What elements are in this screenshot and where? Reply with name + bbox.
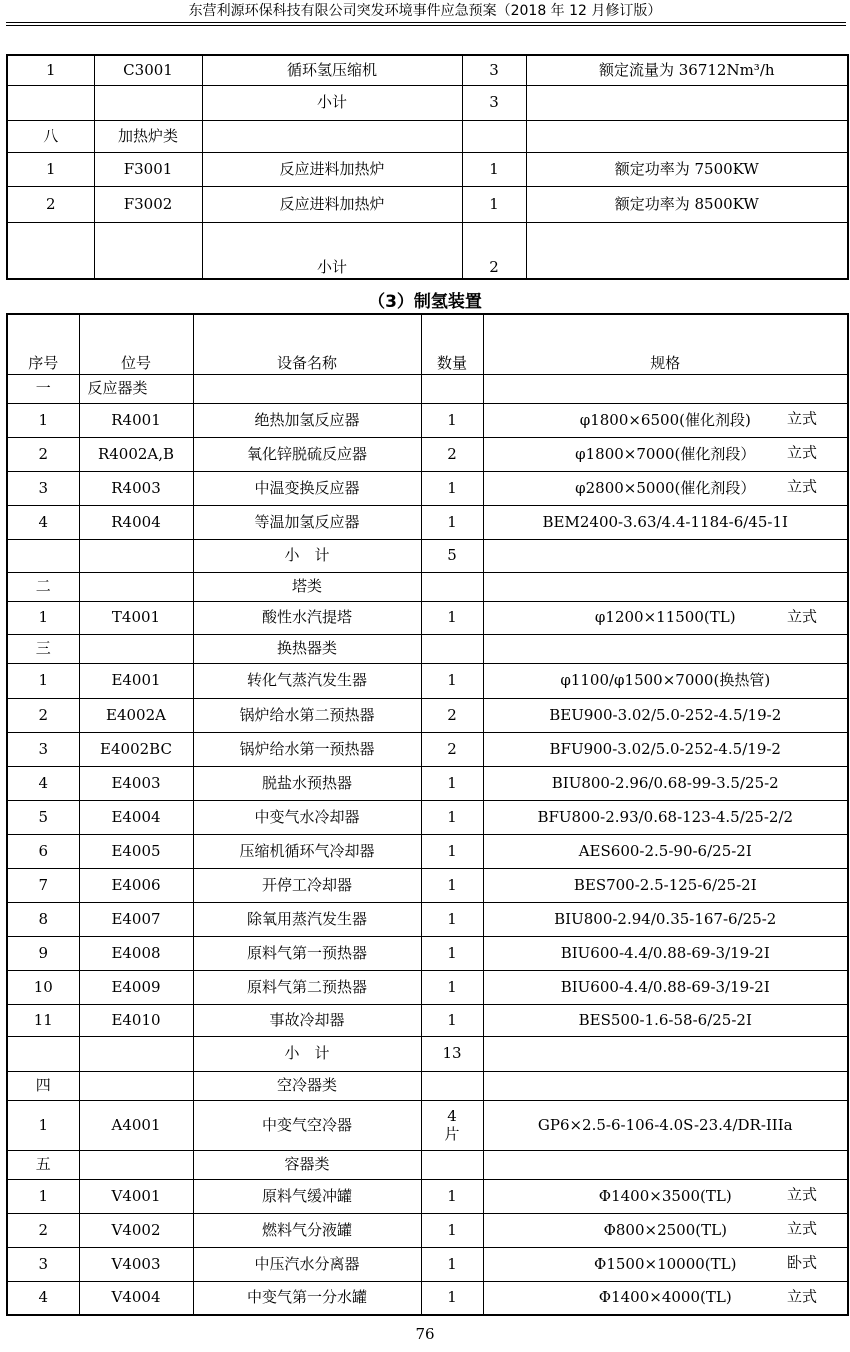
header-seq: 序号 [7, 314, 79, 374]
table-row [7, 374, 848, 403]
spec-cell [483, 1281, 848, 1315]
table-row [7, 505, 848, 539]
orientation-label: 立式 [786, 1219, 817, 1238]
quantity-cell: 1 [421, 970, 483, 1004]
spec-value: BFU800-2.93/0.68-123-4.5/25-2/2 [537, 807, 794, 826]
equipment-name-cell: 换热器类 [193, 634, 421, 663]
tag-cell: E4001 [79, 663, 193, 698]
tag-cell: E4010 [79, 1004, 193, 1036]
seq-cell: 3 [7, 1247, 79, 1281]
spec-wrapper [484, 672, 848, 689]
header-tag: 位号 [79, 314, 193, 374]
spec-wrapper [484, 979, 848, 996]
seq-cell: 8 [7, 902, 79, 936]
spec-cell [526, 186, 848, 222]
quantity-cell: 1 [421, 1281, 483, 1315]
seq-cell: 2 [7, 437, 79, 471]
spec-wrapper [484, 1012, 848, 1029]
table-row [7, 1071, 848, 1100]
spec-value: BES500-1.6-58-6/25-2I [578, 1010, 752, 1029]
equipment-name-cell: 中变气第一分水罐 [193, 1281, 421, 1315]
seq-cell [7, 539, 79, 572]
spec-cell [483, 1247, 848, 1281]
spec-value: Φ1400×3500(TL) [598, 1186, 732, 1205]
tag-cell [79, 1150, 193, 1179]
spec-value: φ1800×7000(催化剂段） [575, 444, 756, 463]
table-row [7, 800, 848, 834]
spec-wrapper [484, 911, 848, 928]
tag-cell: E4006 [79, 868, 193, 902]
equipment-name-cell: 中压汽水分离器 [193, 1247, 421, 1281]
seq-cell [7, 1036, 79, 1071]
spec-value: AES600-2.5-90-6/25-2I [578, 841, 752, 860]
spec-value: BEU900-3.02/5.0-252-4.5/19-2 [549, 705, 782, 724]
seq-cell: 4 [7, 766, 79, 800]
tag-cell [79, 572, 193, 601]
quantity-cell [421, 1071, 483, 1100]
spec-wrapper [484, 477, 848, 497]
quantity-cell: 1 [421, 1247, 483, 1281]
table-row [7, 868, 848, 902]
tag-cell: V4003 [79, 1247, 193, 1281]
spec-value: Φ800×2500(TL) [603, 1220, 727, 1239]
quantity-cell: 1 [421, 800, 483, 834]
spec-cell [526, 85, 848, 120]
spec-wrapper [484, 1289, 848, 1306]
table-row [7, 1004, 848, 1036]
equipment-name-cell [193, 374, 421, 403]
quantity-cell: 1 [421, 868, 483, 902]
seq-cell: 1 [7, 663, 79, 698]
spec-cell [483, 1179, 848, 1213]
tag-cell: C3001 [94, 55, 202, 85]
seq-cell: 1 [7, 152, 94, 186]
quantity-cell: 3 [462, 55, 526, 85]
quantity-cell: 1 [421, 471, 483, 505]
table-row [7, 1281, 848, 1315]
tag-cell: E4005 [79, 834, 193, 868]
table-row [7, 766, 848, 800]
equipment-name-cell: 开停工冷却器 [193, 868, 421, 902]
tag-cell [94, 85, 202, 120]
tag-cell: V4001 [79, 1179, 193, 1213]
quantity-cell: 1 [421, 1213, 483, 1247]
spec-value: 额定功率为 8500KW [614, 194, 759, 213]
spec-cell [483, 471, 848, 505]
quantity-cell: 3 [462, 85, 526, 120]
tag-cell [94, 222, 202, 279]
spec-value: Φ1500×10000(TL) [594, 1254, 737, 1273]
table-row [7, 120, 848, 152]
quantity-cell: 4 片 [421, 1100, 483, 1150]
spec-cell [526, 120, 848, 152]
spec-wrapper [484, 1117, 848, 1134]
tag-cell: 加热炉类 [94, 120, 202, 152]
tag-cell: R4001 [79, 403, 193, 437]
orientation-label: 立式 [786, 477, 817, 496]
seq-cell: 1 [7, 55, 94, 85]
spec-wrapper [484, 578, 848, 595]
tag-cell: E4002A [79, 698, 193, 732]
equipment-name-cell: 原料气第一预热器 [193, 936, 421, 970]
spec-wrapper [484, 1185, 848, 1205]
equipment-name-cell: 压缩机循环气冷却器 [193, 834, 421, 868]
equipment-name-cell: 中温变换反应器 [193, 471, 421, 505]
spec-value: φ1100/φ1500×7000(换热管) [560, 671, 771, 689]
spec-cell [526, 152, 848, 186]
orientation-label: 立式 [786, 1185, 817, 1204]
spec-wrapper [484, 1253, 848, 1273]
spec-wrapper [527, 196, 848, 213]
header-spec: 规格 [483, 314, 848, 374]
quantity-cell [462, 120, 526, 152]
table-row [7, 902, 848, 936]
header-rule [6, 22, 846, 23]
spec-wrapper [484, 945, 848, 962]
table-row [7, 222, 848, 279]
spec-value: BFU900-3.02/5.0-252-4.5/19-2 [549, 739, 781, 758]
table-row [7, 403, 848, 437]
table-row [7, 634, 848, 663]
seq-cell: 三 [7, 634, 79, 663]
quantity-cell: 2 [462, 222, 526, 279]
spec-cell [483, 732, 848, 766]
spec-wrapper [484, 775, 848, 792]
table-row [7, 1179, 848, 1213]
tag-cell: F3002 [94, 186, 202, 222]
equipment-name-cell [202, 120, 462, 152]
spec-wrapper [527, 62, 848, 79]
spec-wrapper [484, 1219, 848, 1239]
seq-cell: 二 [7, 572, 79, 601]
quantity-cell: 1 [421, 1179, 483, 1213]
seq-cell: 4 [7, 505, 79, 539]
tag-cell: E4008 [79, 936, 193, 970]
quantity-cell: 1 [462, 152, 526, 186]
tag-cell [79, 539, 193, 572]
spec-cell [483, 1213, 848, 1247]
spec-wrapper [484, 409, 848, 429]
equipment-table-continued [6, 54, 849, 280]
spec-value: BIU600-4.4/0.88-69-3/19-2I [560, 943, 770, 962]
equipment-name-cell: 空冷器类 [193, 1071, 421, 1100]
equipment-name-cell: 脱盐水预热器 [193, 766, 421, 800]
spec-wrapper [484, 380, 848, 397]
quantity-cell: 2 [421, 698, 483, 732]
seq-cell: 3 [7, 471, 79, 505]
tag-cell: E4003 [79, 766, 193, 800]
seq-cell: 2 [7, 1213, 79, 1247]
tag-cell: V4002 [79, 1213, 193, 1247]
tag-cell: E4002BC [79, 732, 193, 766]
section-title: （3）制氢装置 [368, 292, 482, 312]
spec-wrapper [484, 443, 848, 463]
equipment-name-cell: 原料气缓冲罐 [193, 1179, 421, 1213]
table-header-row [7, 314, 848, 374]
tag-cell: V4004 [79, 1281, 193, 1315]
header-equipment-name: 设备名称 [193, 314, 421, 374]
orientation-label: 卧式 [786, 1253, 817, 1272]
spec-cell [483, 936, 848, 970]
quantity-cell [421, 374, 483, 403]
quantity-cell: 1 [421, 936, 483, 970]
spec-wrapper [484, 547, 848, 564]
quantity-cell: 1 [421, 1004, 483, 1036]
tag-cell: E4007 [79, 902, 193, 936]
spec-wrapper [484, 1045, 848, 1062]
equipment-name-cell: 除氧用蒸汽发生器 [193, 902, 421, 936]
spec-value: φ1800×6500(催化剂段) [579, 410, 751, 429]
quantity-cell: 13 [421, 1036, 483, 1071]
table-row [7, 1100, 848, 1150]
hydrogen-unit-equipment-table [6, 313, 849, 1316]
orientation-label: 立式 [786, 443, 817, 462]
header-rule-secondary [6, 25, 846, 26]
spec-cell [483, 374, 848, 403]
spec-cell [483, 601, 848, 634]
quantity-cell: 1 [421, 601, 483, 634]
tag-cell: R4004 [79, 505, 193, 539]
spec-cell [526, 222, 848, 279]
quantity-cell: 1 [421, 663, 483, 698]
equipment-name-cell: 酸性水汽提塔 [193, 601, 421, 634]
header-quantity: 数量 [421, 314, 483, 374]
table-row [7, 437, 848, 471]
spec-value: GP6×2.5-6-106-4.0S-23.4/DR-IIIa [537, 1115, 793, 1134]
spec-cell [483, 539, 848, 572]
table-row [7, 55, 848, 85]
table-row [7, 186, 848, 222]
table-row [7, 601, 848, 634]
seq-cell: 1 [7, 601, 79, 634]
seq-cell: 1 [7, 1100, 79, 1150]
quantity-cell [421, 1150, 483, 1179]
tag-cell [79, 1036, 193, 1071]
spec-value: BEM2400-3.63/4.4-1184-6/45-1I [542, 512, 788, 531]
quantity-cell [421, 572, 483, 601]
equipment-name-cell: 锅炉给水第一预热器 [193, 732, 421, 766]
seq-cell: 7 [7, 868, 79, 902]
spec-value: BIU600-4.4/0.88-69-3/19-2I [560, 977, 770, 996]
equipment-name-cell: 小 计 [193, 1036, 421, 1071]
spec-cell [483, 970, 848, 1004]
seq-cell: 10 [7, 970, 79, 1004]
spec-cell [483, 1100, 848, 1150]
seq-cell: 五 [7, 1150, 79, 1179]
spec-wrapper [484, 707, 848, 724]
spec-cell [483, 505, 848, 539]
spec-cell [483, 663, 848, 698]
equipment-name-cell: 锅炉给水第二预热器 [193, 698, 421, 732]
spec-wrapper [484, 609, 848, 626]
equipment-name-cell: 塔类 [193, 572, 421, 601]
quantity-cell: 1 [421, 766, 483, 800]
tag-cell: T4001 [79, 601, 193, 634]
tag-cell: F3001 [94, 152, 202, 186]
seq-cell: 11 [7, 1004, 79, 1036]
spec-cell [483, 834, 848, 868]
orientation-label: 立式 [786, 1287, 817, 1306]
spec-wrapper [484, 1156, 848, 1173]
quantity-cell: 2 [421, 732, 483, 766]
equipment-name-cell: 反应进料加热炉 [202, 186, 462, 222]
spec-cell [483, 1036, 848, 1071]
spec-cell [483, 572, 848, 601]
quantity-cell: 1 [421, 403, 483, 437]
tag-cell: A4001 [79, 1100, 193, 1150]
table-row [7, 1150, 848, 1179]
spec-wrapper [484, 1077, 848, 1094]
spec-value: φ2800×5000(催化剂段） [575, 478, 756, 497]
table-row [7, 732, 848, 766]
table-row [7, 85, 848, 120]
table-row [7, 471, 848, 505]
spec-cell [483, 403, 848, 437]
spec-wrapper [527, 94, 848, 111]
equipment-name-cell: 等温加氢反应器 [193, 505, 421, 539]
spec-value: 额定流量为 36712Nm³/h [598, 60, 775, 79]
seq-cell: 1 [7, 403, 79, 437]
seq-cell: 3 [7, 732, 79, 766]
spec-wrapper [484, 877, 848, 894]
orientation-label: 立式 [786, 607, 817, 626]
table-row [7, 698, 848, 732]
spec-cell [483, 634, 848, 663]
seq-cell: 1 [7, 1179, 79, 1213]
seq-cell [7, 222, 94, 279]
spec-wrapper [527, 161, 848, 178]
equipment-name-cell: 小计 [202, 85, 462, 120]
equipment-name-cell: 绝热加氢反应器 [193, 403, 421, 437]
spec-wrapper [484, 514, 848, 531]
spec-cell [483, 800, 848, 834]
quantity-cell: 1 [421, 505, 483, 539]
tag-cell: E4009 [79, 970, 193, 1004]
spec-cell [483, 902, 848, 936]
spec-cell [483, 1071, 848, 1100]
spec-wrapper [527, 242, 848, 259]
table-row [7, 936, 848, 970]
equipment-name-cell: 中变气水冷却器 [193, 800, 421, 834]
spec-cell [483, 868, 848, 902]
seq-cell: 5 [7, 800, 79, 834]
seq-cell: 9 [7, 936, 79, 970]
tag-cell [79, 1071, 193, 1100]
tag-cell: R4002A,B [79, 437, 193, 471]
spec-cell [483, 766, 848, 800]
quantity-cell [421, 634, 483, 663]
quantity-cell: 2 [421, 437, 483, 471]
table-row [7, 572, 848, 601]
spec-value: Φ1400×4000(TL) [598, 1288, 732, 1307]
spec-value: φ1200×11500(TL) [594, 608, 736, 626]
table-row [7, 539, 848, 572]
spec-value: 额定功率为 7500KW [614, 159, 759, 178]
spec-cell [483, 437, 848, 471]
quantity-cell: 1 [421, 834, 483, 868]
equipment-name-cell: 中变气空冷器 [193, 1100, 421, 1150]
tag-cell: 反应器类 [79, 374, 193, 403]
equipment-name-cell: 小计 [202, 222, 462, 279]
page-number: 76 [415, 1325, 435, 1343]
seq-cell: 4 [7, 1281, 79, 1315]
equipment-name-cell: 反应进料加热炉 [202, 152, 462, 186]
equipment-name-cell: 容器类 [193, 1150, 421, 1179]
spec-value: BIU800-2.94/0.35-167-6/25-2 [554, 909, 777, 928]
equipment-name-cell: 原料气第二预热器 [193, 970, 421, 1004]
seq-cell: 6 [7, 834, 79, 868]
equipment-name-cell: 燃料气分液罐 [193, 1213, 421, 1247]
table-row [7, 1036, 848, 1071]
seq-cell [7, 85, 94, 120]
quantity-cell: 1 [462, 186, 526, 222]
spec-wrapper [527, 128, 848, 145]
seq-cell: 2 [7, 698, 79, 732]
seq-cell: 一 [7, 374, 79, 403]
spec-cell [483, 698, 848, 732]
table-row [7, 663, 848, 698]
spec-wrapper [484, 843, 848, 860]
spec-cell [483, 1150, 848, 1179]
spec-cell [526, 55, 848, 85]
running-header: 东营利源环保科技有限公司突发环境事件应急预案（2018 年 12 月修订版） [188, 3, 662, 19]
spec-wrapper [484, 741, 848, 758]
spec-wrapper [484, 640, 848, 657]
spec-value: BES700-2.5-125-6/25-2I [573, 875, 757, 894]
table-row [7, 1247, 848, 1281]
quantity-cell: 5 [421, 539, 483, 572]
equipment-name-cell: 氧化锌脱硫反应器 [193, 437, 421, 471]
equipment-name-cell: 转化气蒸汽发生器 [193, 663, 421, 698]
equipment-name-cell: 循环氢压缩机 [202, 55, 462, 85]
spec-value: BIU800-2.96/0.68-99-3.5/25-2 [551, 773, 779, 792]
spec-wrapper [484, 809, 848, 826]
quantity-cell: 1 [421, 902, 483, 936]
orientation-label: 立式 [786, 409, 817, 428]
spec-cell [483, 1004, 848, 1036]
seq-cell: 2 [7, 186, 94, 222]
seq-cell: 四 [7, 1071, 79, 1100]
table-row [7, 834, 848, 868]
table-row [7, 970, 848, 1004]
seq-cell: 八 [7, 120, 94, 152]
tag-cell: R4003 [79, 471, 193, 505]
tag-cell [79, 634, 193, 663]
equipment-name-cell: 小 计 [193, 539, 421, 572]
tag-cell: E4004 [79, 800, 193, 834]
equipment-name-cell: 事故冷却器 [193, 1004, 421, 1036]
table-row [7, 152, 848, 186]
table-row [7, 1213, 848, 1247]
